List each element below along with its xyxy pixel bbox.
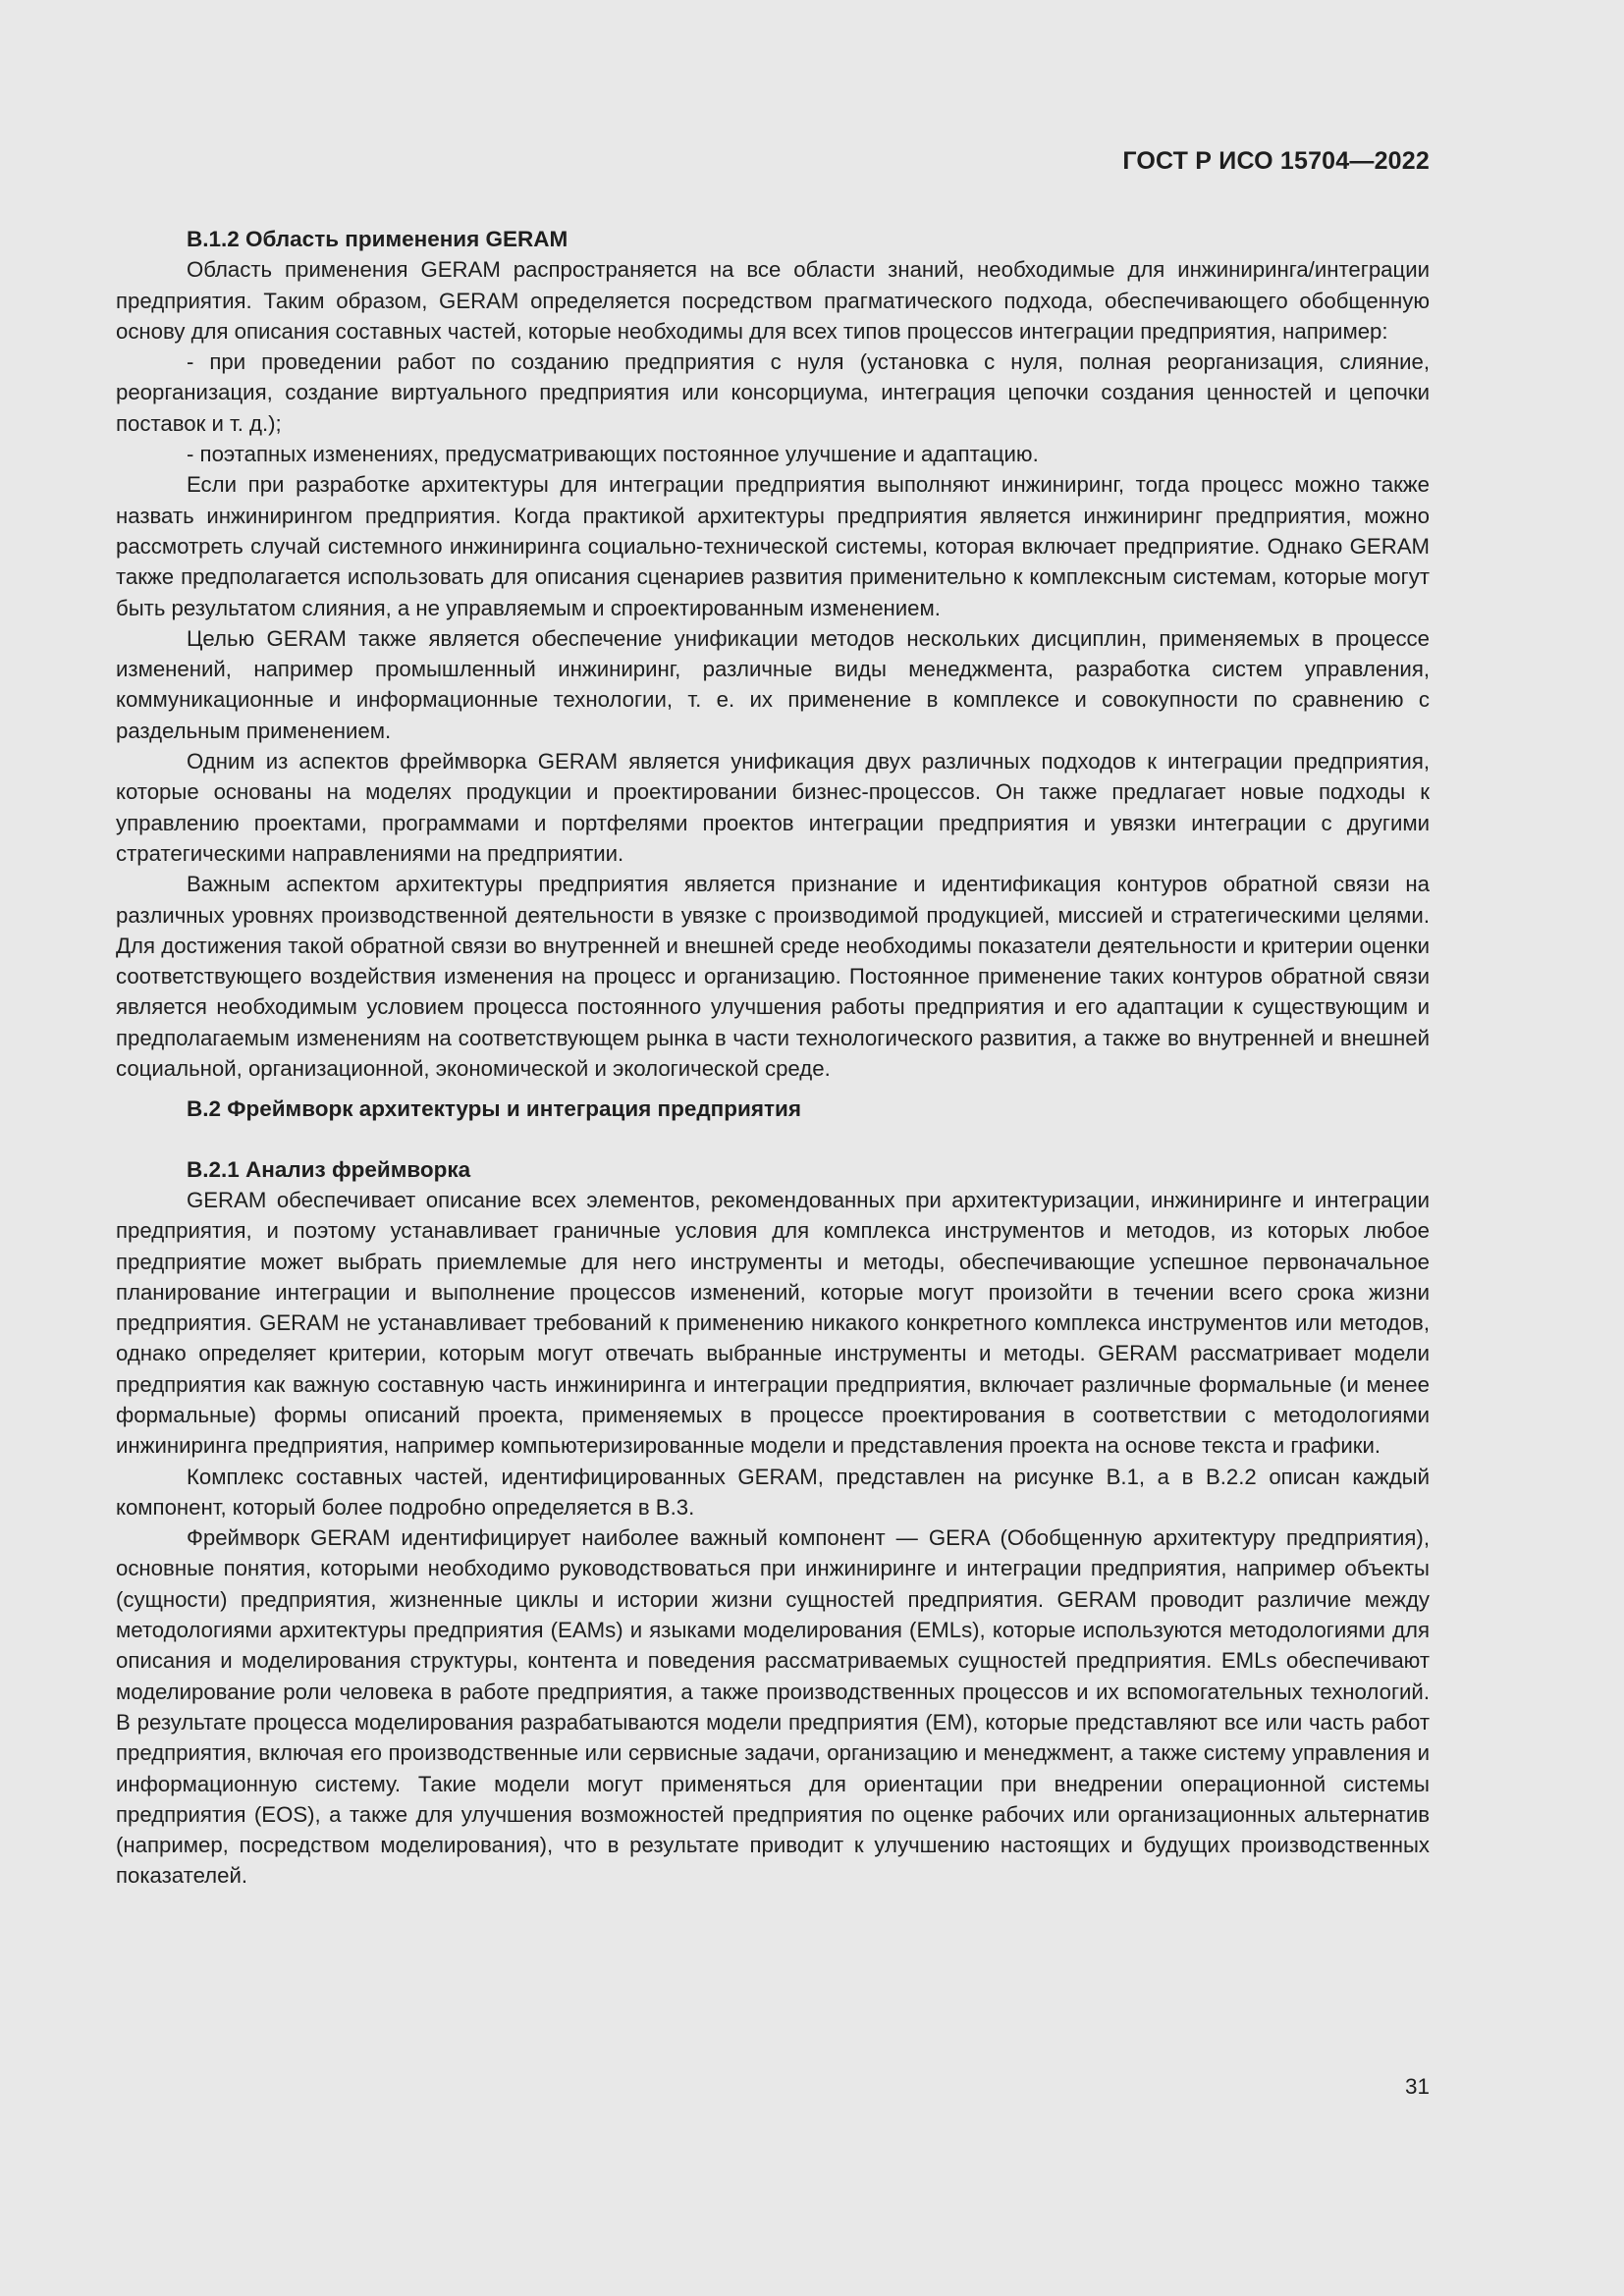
paragraph-b12-5: Важным аспектом архитектуры предприятия является признание и идентификация контуров обратной связи на различных уровнях производственной деятельности в увязке с производимой продукцией, миссией и стратегическими целями. Для достижения такой обратной связи во внутренней и внешней среде необходимы показатели деятельности и критерии оценки соответствующего воздействия изменения на процесс и организацию. Постоянное применение таких контуров обратной связи является необходимым условием процесса постоянного улучшения работы предприятия и его адаптации к существующим и предполагаемым изменениям на соответствующем рынка в части технологического развития, а также во внутренней и внешней социальной, организационной, экономической и экологической среде. [116,872,1430,1082]
list-item-dash-1: - при проведении работ по созданию предприятия с нуля (установка с нуля, полная реорганизация, слияние, реорганизация, создание виртуального предприятия или консорциума, интеграция цепочки создания ценностей и цепочки поставок и т. д.); [116,349,1430,436]
section-heading-b2: B.2 Фреймворк архитектуры и интеграция предприятия [187,1096,801,1122]
list-item-dash-2: - поэтапных изменениях, предусматривающих постоянное улучшение и адаптацию. [187,442,1039,467]
section-heading-b21: B.2.1 Анализ фреймворка [187,1156,471,1182]
paragraph-b12-4: Одним из аспектов фреймворка GERAM является унификация двух различных подходов к интеграции предприятия, которые основаны на моделях продукции и проектировании бизнес-процессов. Он также предлагает новые подходы к управлению проектами, программами и портфелями проектов интеграции предприятия и увязки интеграции с другими стратегическими направлениями на предприятии. [116,749,1430,866]
paragraph-b21-1: GERAM обеспечивает описание всех элементов, рекомендованных при архитектуризации, инжиниринге и интеграции предприятия, и поэтому устанавливает граничные условия для комплекса инструментов и методов, из которых любое предприятие может выбрать приемлемые для него инструменты и методы, обеспечивающие успешное первоначальное планирование интеграции и выполнение процессов изменений, которые могут произойти в течении всего срока жизни предприятия. GERAM не устанавливает требований к применению никакого конкретного комплекса инструментов или методов, однако определяет критерии, которым могут отвечать выбранные инструменты и методы. GERAM рассматривает модели предприятия как важную составную часть инжиниринга и интеграции предприятия, включает различные формальные (и менее формальные) формы описаний проекта, применяемых в процессе проектирования в соответствии с методологиями инжиниринга предприятия, например компьютеризированные модели и представления проекта на основе текста и графики. [116,1187,1430,1459]
document-code-header: ГОСТ Р ИСО 15704—2022 [1122,147,1430,175]
document-body [116,224,1430,1892]
paragraph-b12-2: Если при разработке архитектуры для интеграции предприятия выполняют инжиниринг, тогда процесс можно также назвать инжинирингом предприятия. Когда практикой архитектуры предприятия является инжиниринг предприятия, можно рассмотреть случай системного инжиниринга социально-технической системы, которая включает предприятие. Однако GERAM также предполагается использовать для описания сценариев развития применительно к комплексным системам, которые могут быть результатом слияния, а не управляемым и спроектированным изменением. [116,472,1430,620]
paragraph-b21-3: Фреймворк GERAM идентифицирует наиболее важный компонент — GERA (Обобщенную архитектуру предприятия), основные понятия, которыми необходимо руководствоваться при инжиниринге и интеграции предприятия, например объекты (сущности) предприятия, жизненные циклы и истории жизни сущностей предприятия. GERAM проводит различие между методологиями архитектуры предприятия (EAMs) и языками моделирования (EMLs), которые используются методологиями для описания и моделирования структуры, контента и поведения рассматриваемых сущностей предприятия. EMLs обеспечивают моделирование роли человека в работе предприятия, а также производственных процессов и их вспомогательных технологий. В результате процесса моделирования разрабатываются модели предприятия (EM), которые представляют все или часть работ предприятия, включая его производственные или сервисные задачи, организацию и менеджмент, а также систему управления и информационную систему. Такие модели могут применяться для ориентации при внедрении операционной системы предприятия (EOS), а также для улучшения возможностей предприятия по оценке рабочих или организационных альтернатив (например, посредством моделирования), что в результате приводит к улучшению настоящих и будущих производственных показателей. [116,1525,1430,1889]
section-heading-b12: B.1.2 Область применения GERAM [187,227,568,251]
paragraph-b12-3: Целью GERAM также является обеспечение унификации методов нескольких дисциплин, применяемых в процессе изменений, например промышленный инжиниринг, различные виды менеджмента, разработка систем управления, коммуникационные и информационные технологии, т. е. их применение в комплексе и совокупности по сравнению с раздельным применением. [116,625,1430,743]
paragraph-b12-1: Область применения GERAM распространяется на все области знаний, необходимые для инжиниринга/интеграции предприятия. Таким образом, GERAM определяется посредством прагматического подхода, обеспечивающего обобщенную основу для описания составных частей, которые необходимы для всех типов процессов интеграции предприятия, например: [116,257,1430,344]
paragraph-b21-2: Комплекс составных частей, идентифицированных GERAM, представлен на рисунке B.1, а в B.2.2 описан каждый компонент, который более подробно определяется в B.3. [116,1464,1430,1520]
page-number: 31 [1404,2074,1430,2099]
